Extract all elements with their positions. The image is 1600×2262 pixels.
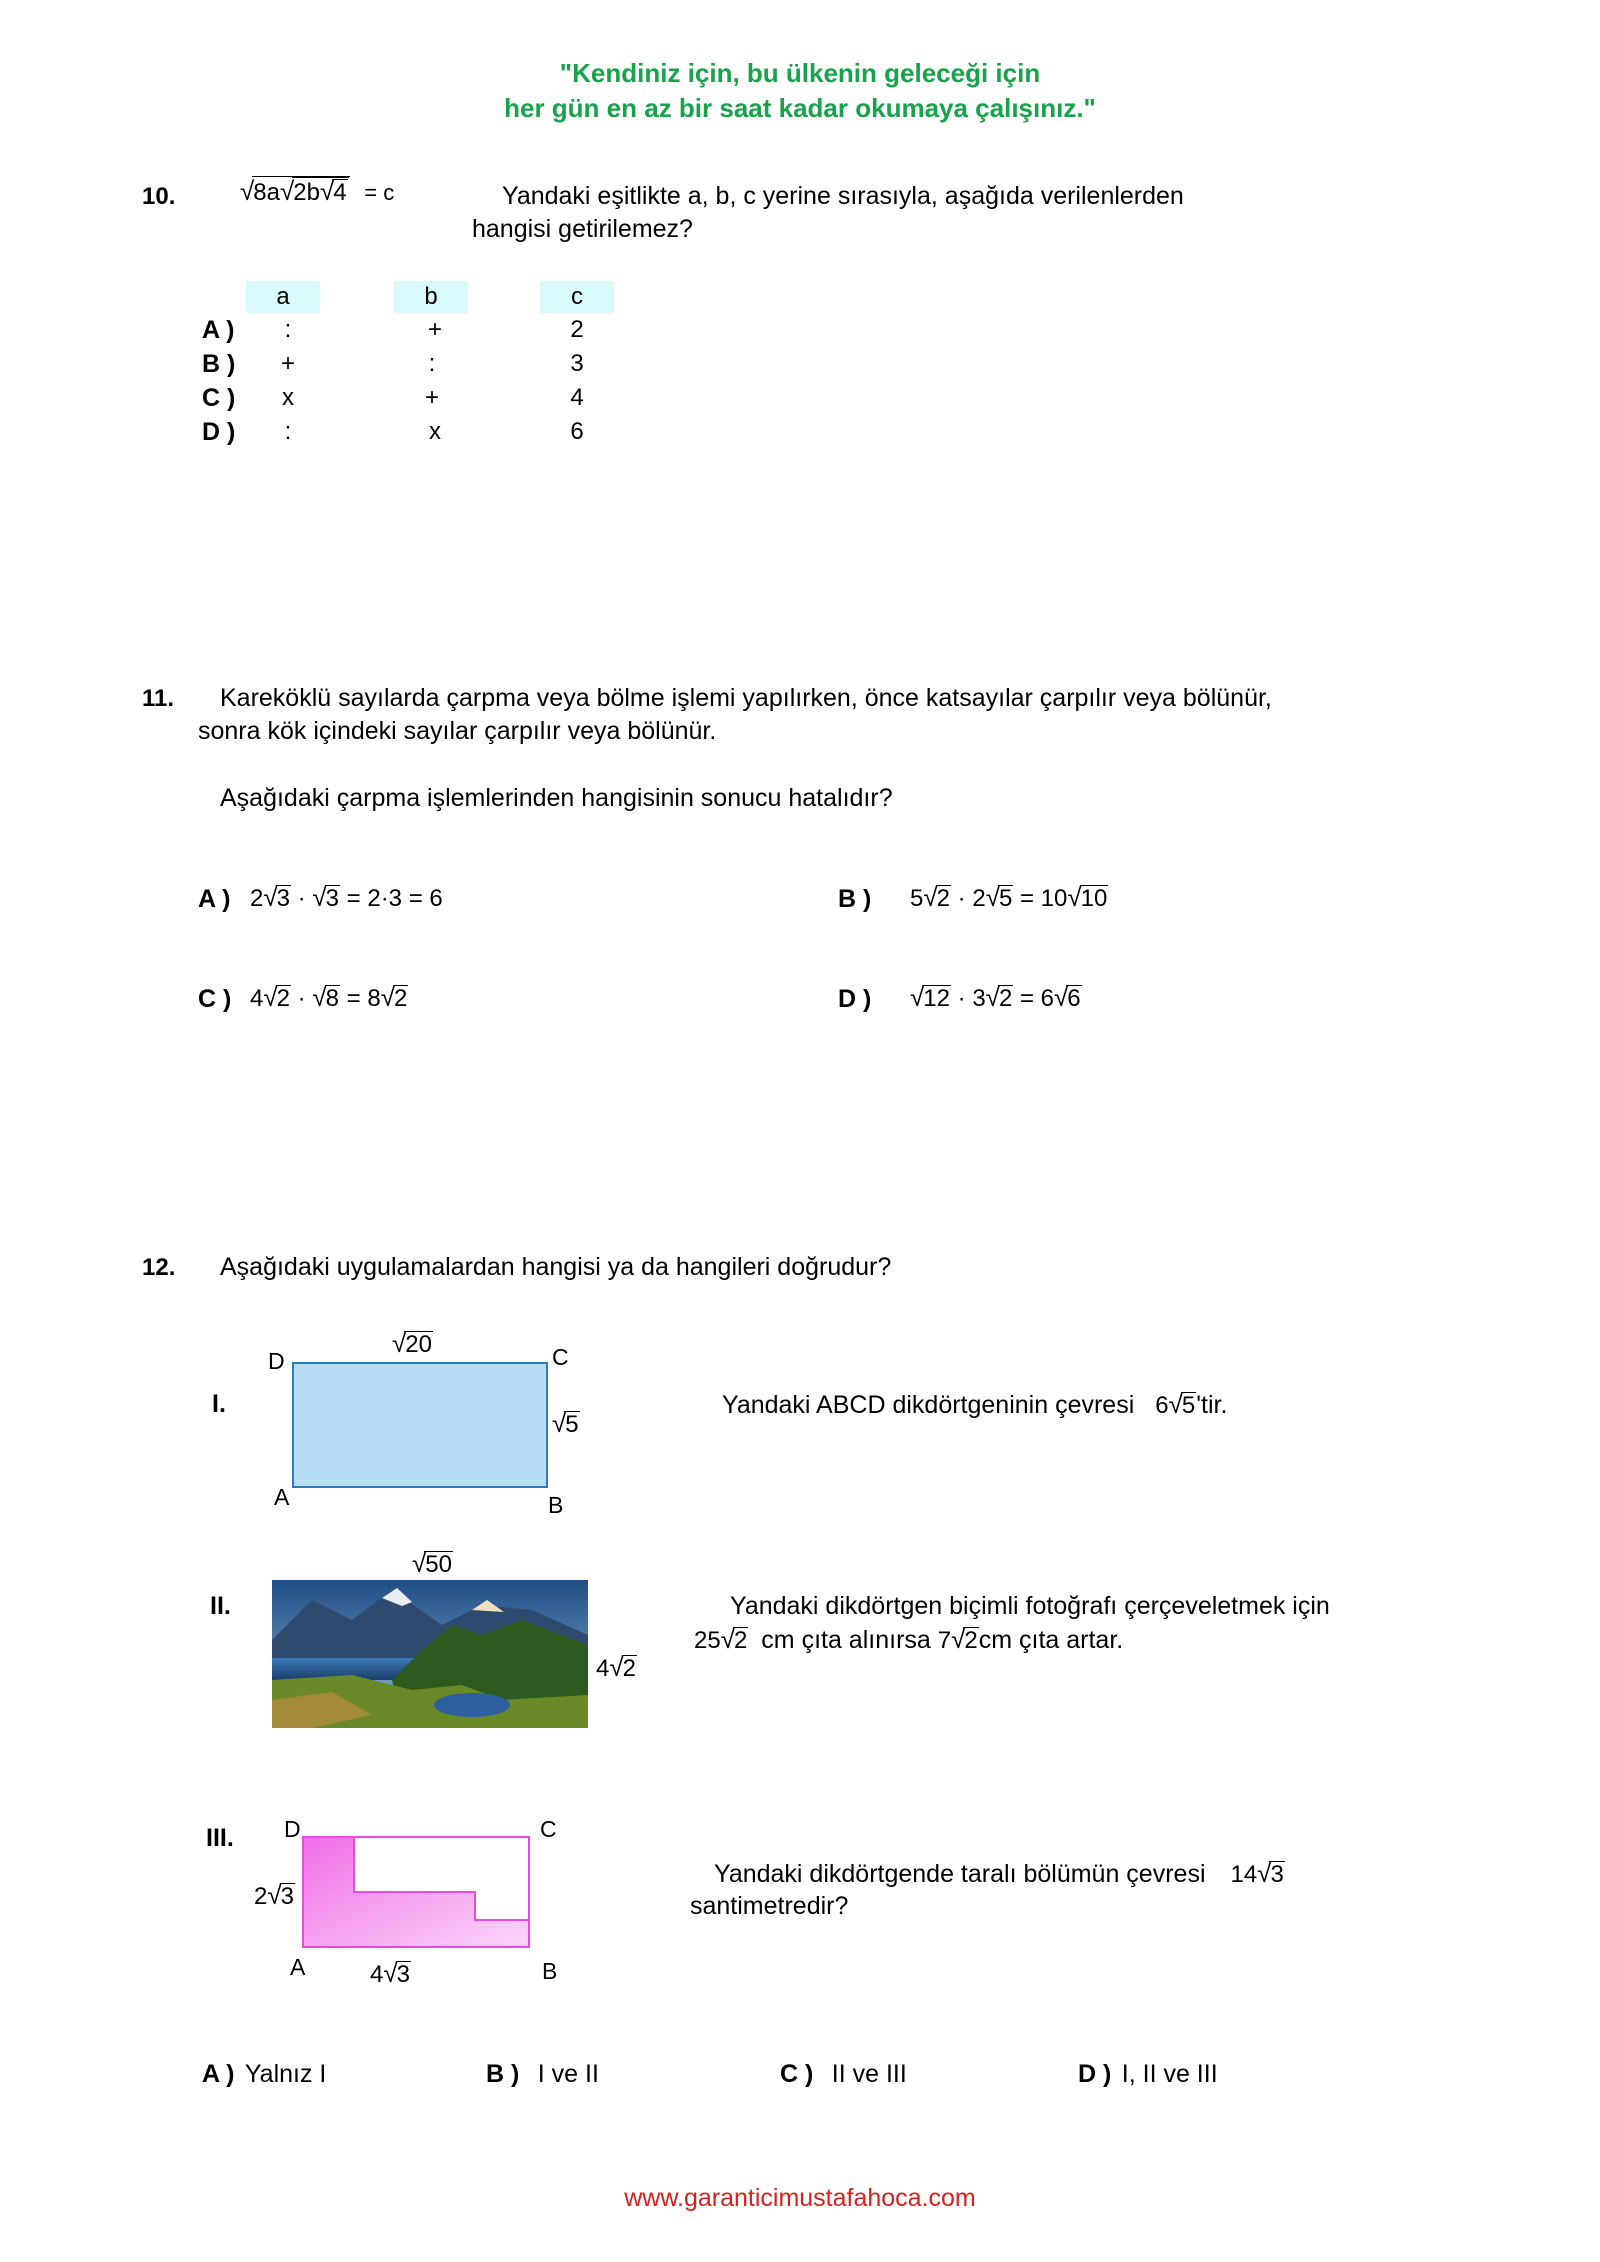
q10-option-b-label[interactable]: B ) (202, 350, 236, 378)
item1-text: Yandaki ABCD dikdörtgeninin çevresi 6√5'tir. (722, 1389, 1228, 1419)
q10-header-a: a (246, 281, 320, 313)
q10-option-d-label[interactable]: D ) (202, 418, 236, 446)
q10-a-value: + (280, 350, 295, 377)
vertex-c-label: C (540, 1816, 557, 1842)
q12-item1-roman: I. (212, 1390, 226, 1418)
q11-option-b-expr: 5√2 · 2√5 = 10√10 (910, 882, 1108, 912)
q10-c-value: 6 (570, 418, 584, 445)
answer-option-b[interactable]: B ) I ve II (486, 2060, 599, 2088)
item3-bottom-length: 4√3 (370, 1958, 410, 1988)
answer-option-a[interactable]: A ) Yalnız I (202, 2060, 327, 2088)
item1-top-length: √20 (392, 1328, 432, 1358)
q10-c-value: 2 (570, 316, 584, 343)
q10-option-a-label[interactable]: A ) (202, 316, 235, 344)
q10-c-value: 4 (570, 384, 584, 411)
q11-text-line2: sonra kök içindeki sayılar çarpılır veya bölünür. (198, 717, 717, 745)
q11-text-line1: Kareköklü sayılarda çarpma veya bölme işlemi yapılırken, önce katsayılar çarpılır veya bölünür, (220, 684, 1272, 712)
motto-line-2: her gün en az bir saat kadar okumaya çalışınız." (504, 93, 1096, 123)
q10-b-value: + (424, 384, 439, 411)
vertex-b-label: B (548, 1492, 564, 1518)
vertex-d-label: D (284, 1816, 301, 1842)
q10-b-value: : (428, 350, 436, 377)
q11-question: Aşağıdaki çarpma işlemlerinden hangisinin sonucu hatalıdır? (220, 784, 893, 812)
vertex-b-label: B (542, 1958, 558, 1984)
vertex-c-label: C (552, 1344, 569, 1370)
q11-option-c-label[interactable]: C ) (198, 985, 232, 1013)
q11-option-d-label[interactable]: D ) (838, 985, 872, 1013)
vertex-d-label: D (268, 1348, 285, 1374)
q11-option-d-expr: √12 · 3√2 = 6√6 (910, 982, 1081, 1012)
answer-option-d[interactable]: D ) I, II ve III (1078, 2060, 1218, 2088)
q10-expression: √8a√2b√4 = c (240, 176, 395, 206)
item3-text-line1: Yandaki dikdörtgende taralı bölümün çevresi 14√3 (714, 1858, 1284, 1888)
q10-b-value: x (429, 418, 441, 445)
vertex-a-label: A (290, 1954, 306, 1980)
item3-text-line2: santimetredir? (690, 1892, 849, 1920)
q10-header-c: c (540, 281, 614, 313)
q10-number: 10. (142, 183, 176, 210)
q10-a-value: : (284, 316, 292, 343)
q11-option-a-label[interactable]: A ) (198, 885, 231, 913)
item2-top-length: √50 (412, 1548, 452, 1578)
item1-right-length: √5 (552, 1408, 579, 1438)
q12-number: 12. (142, 1254, 176, 1281)
q10-a-value: : (284, 418, 292, 445)
q10-c-value: 3 (570, 350, 584, 377)
item3-side-length: 2√3 (254, 1880, 294, 1910)
footer-url[interactable]: www.garanticimustafahoca.com (624, 2184, 976, 2212)
rectangle-abcd (292, 1362, 548, 1488)
item2-text-line2: 25√2 cm çıta alınırsa 7√2cm çıta artar. (694, 1624, 1124, 1654)
q11-option-b-label[interactable]: B ) (838, 885, 872, 913)
item2-text-line1: Yandaki dikdörtgen biçimli fotoğrafı çerçeveletmek için (730, 1592, 1330, 1620)
q12-question: Aşağıdaki uygulamalardan hangisi ya da hangileri doğrudur? (220, 1253, 892, 1281)
q10-option-c-label[interactable]: C ) (202, 384, 236, 412)
q10-text-line1: Yandaki eşitlikte a, b, c yerine sırasıyla, aşağıda verilenlerden (502, 182, 1184, 210)
q10-b-value: + (427, 316, 442, 343)
shaded-rectangle (302, 1836, 532, 1950)
motto-line-1: "Kendiniz için, bu ülkenin geleceği için (559, 58, 1041, 88)
q10-a-value: x (282, 384, 294, 411)
q10-text-line2: hangisi getirilemez? (472, 215, 693, 243)
q12-item3-roman: III. (206, 1824, 234, 1852)
vertex-a-label: A (274, 1484, 290, 1510)
q11-number: 11. (142, 685, 175, 712)
q12-item2-roman: II. (210, 1592, 231, 1620)
item2-side-length: 4√2 (596, 1652, 636, 1682)
q10-header-b: b (394, 281, 468, 313)
q11-option-a-expr: 2√3 · √3 = 2·3 = 6 (250, 882, 443, 912)
q11-option-c-expr: 4√2 · √8 = 8√2 (250, 982, 408, 1012)
answer-option-c[interactable]: C ) II ve III (780, 2060, 907, 2088)
landscape-photo (272, 1580, 588, 1728)
